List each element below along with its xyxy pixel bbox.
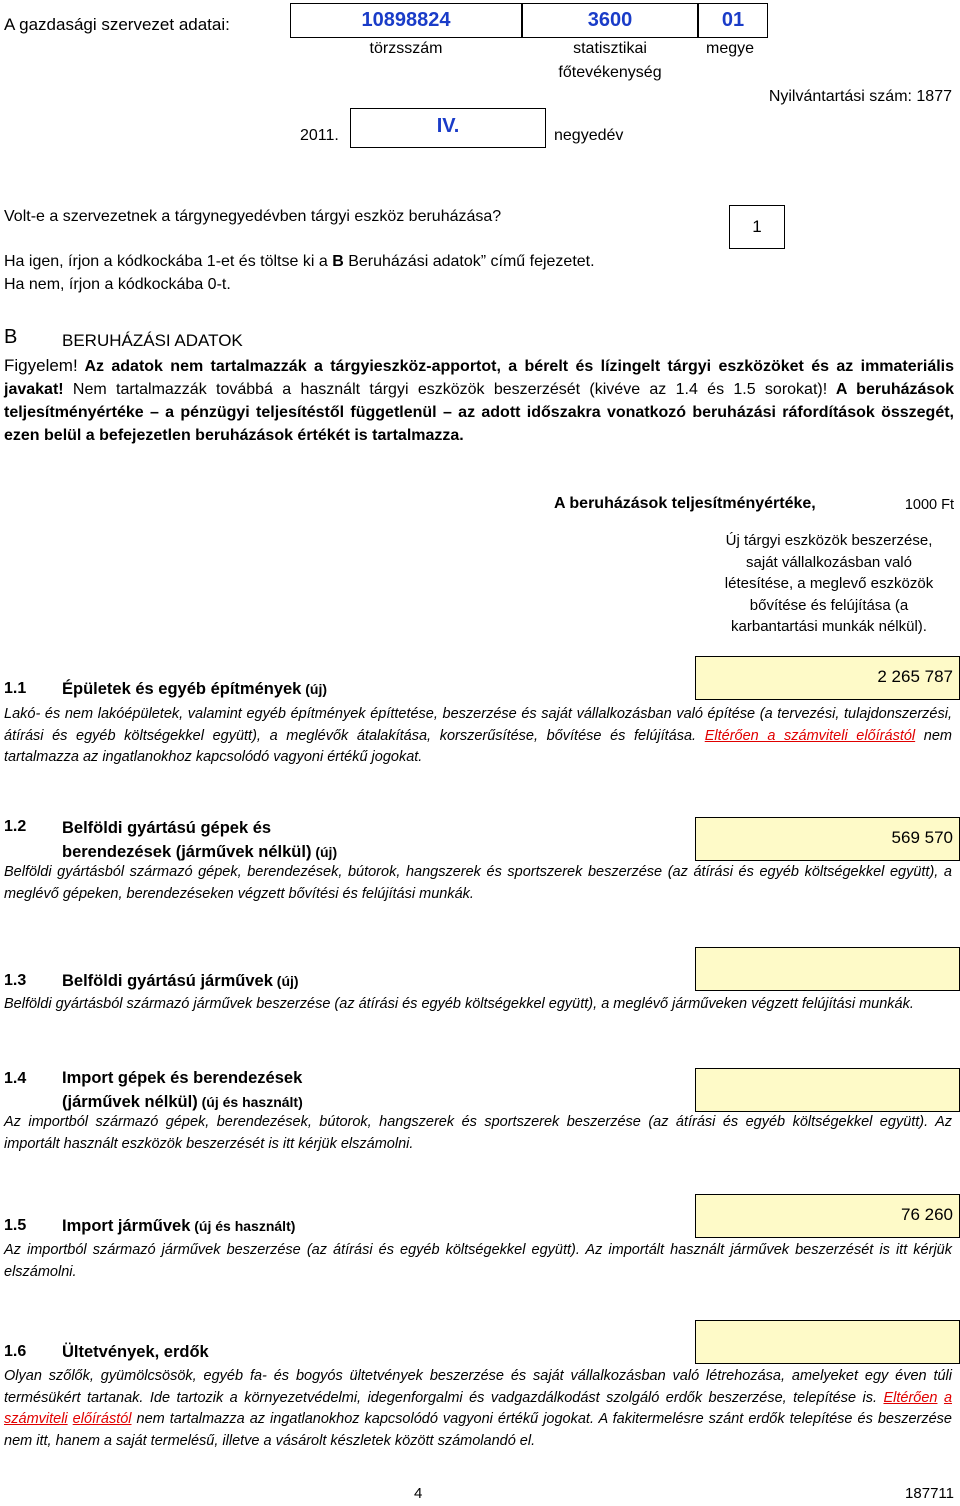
section-letter: B xyxy=(4,326,18,348)
row-1-1-num: 1.1 xyxy=(4,680,27,697)
row-1-3-description: Belföldi gyártásból származó járművek beszerzése (az átírási és egyéb költségekkel együtt), a meglévő járműveken végzett felújítási munkák. xyxy=(4,996,914,1012)
row-1-6-description: Olyan szőlők, gyümölcsösök, egyéb fa- és bogyós ültetvények beszerzése és saját vállalkozásban való létrehozása, amelyeket egy éven túli termésükért tartanak. Ide tartozik a környezetvédelmi, idegenforgalmi és vadgazdálkodást szolgáló erdők beszerzése, telepítése is. Eltérően a számviteli előírástól nem tartalmazza az ingatlanokhoz kapcsolódó vagyoni értékű jogokat. A fakitermelésre szánt erdők telepítése és beszerzése nem itt, hanem a saját termelésű, illetve a vásárolt készletek között számolandó el. xyxy=(4,1368,953,1449)
row-1-5-title: Import járművek (új és használt) xyxy=(62,1217,296,1235)
year-label: 2011. xyxy=(300,127,339,144)
megye-field[interactable]: 01 xyxy=(698,3,768,38)
question-line-1: Volt-e a szervezetnek a tárgynegyedévben tárgyi eszköz beruházása? xyxy=(4,208,502,225)
fotevekenyseg-field[interactable]: 3600 xyxy=(522,3,698,38)
row-1-2-title: Belföldi gyártású gépek és berendezések (járművek nélkül) (új) xyxy=(62,819,338,861)
row-1-6-num: 1.6 xyxy=(4,1343,27,1360)
fotevekenyseg-caption-2: főtevékenység xyxy=(558,64,662,81)
question-line-2: Ha igen, írjon a kódkockába 1-et és töltse ki a B Beruházási adatok” című fejezetet. xyxy=(4,253,595,270)
row-1-4-value[interactable] xyxy=(695,1068,960,1112)
row-1-6-value[interactable] xyxy=(695,1320,960,1364)
section-title: BERUHÁZÁSI ADATOK xyxy=(62,331,243,350)
value-header-unit: 1000 Ft xyxy=(904,497,954,513)
torzsszam-caption: törzsszám xyxy=(369,40,443,57)
row-1-2-description: Belföldi gyártásból származó gépek, berendezések, bútorok, hangszerek és sportszerek beszerzése (az átírási és egyéb költségekkel együtt), a meglévő gépeken, berendezéseken végzett bővítési és felújítási munkák. xyxy=(4,864,952,902)
quarter-label: negyedév xyxy=(554,127,624,144)
row-1-3-value[interactable] xyxy=(695,947,960,991)
row-1-3-title: Belföldi gyártású járművek (új) xyxy=(62,972,299,990)
row-1-2-value[interactable]: 569 570 xyxy=(695,817,960,861)
row-1-3-num: 1.3 xyxy=(4,972,27,989)
row-1-5-num: 1.5 xyxy=(4,1217,27,1234)
row-1-1-description: Lakó- és nem lakóépületek, valamint egyéb építmények építtetése, beszerzése és saját vállalkozásban való építése (a tervezési, tulajdonszerzési, átírási és egyéb költségekkel együtt), a meglévők átalakítása, korszerűsítése, bővítése és felújítása. Eltérően a számviteli előírástól nem tartalmazza az ingatlanokhoz kapcsolódó vagyoni értékű jogokat. xyxy=(4,706,952,765)
value-column-header: Új tárgyi eszközök beszerzése, saját vállalkozásban való létesítése, a meglevő eszközök bővítése és felújítása (a karbantartási munkák nélkül). xyxy=(724,532,934,635)
warning-paragraph: Figyelem! Az adatok nem tartalmazzák a tárgyieszköz-apportot, a bérelt és lízingelt tárgyi eszközöket és az immateriális javakat! Nem tartalmazzák továbbá a használt tárgyi eszközök beszerzését (kivéve az 1.4 és 1.5 sorokat)! A beruházások teljesítményértéke – a pénzügyi teljesítéstől függetlenül – az adott időszakra vonatkozó beruházási ráfordítások összegét, ezen belül a befejezetlen beruházások értékét is tartalmazza. xyxy=(4,356,954,444)
investment-answer-box[interactable]: 1 xyxy=(729,205,785,249)
value-header-title: A beruházások teljesítményértéke, xyxy=(554,495,816,512)
row-1-6-title: Ültetvények, erdők xyxy=(62,1343,209,1361)
org-label: A gazdasági szervezet adatai: xyxy=(4,15,230,34)
row-1-1-value[interactable]: 2 265 787 xyxy=(695,656,960,700)
page-number: 4 xyxy=(414,1485,423,1502)
row-1-5-description: Az importból származó járművek beszerzése (az átírási és egyéb költségekkel együtt). Az importált használt járművek beszerzését is itt kérjük elszámolni. xyxy=(4,1242,952,1280)
row-1-5-value[interactable]: 76 260 xyxy=(695,1194,960,1238)
torzsszam-field[interactable]: 10898824 xyxy=(290,3,522,38)
row-1-4-title: Import gépek és berendezések (járművek nélkül) (új és használt) xyxy=(62,1069,303,1111)
row-1-4-num: 1.4 xyxy=(4,1070,27,1087)
row-1-4-description: Az importból származó gépek, berendezések, bútorok, hangszerek és sportszerek beszerzése (az átírási és egyéb költségekkel együtt). Az importált használt eszközök beszerzését is itt kérjük elszámolni. xyxy=(4,1114,952,1152)
quarter-field[interactable]: IV. xyxy=(350,108,546,148)
fotevekenyseg-caption-1: statisztikai xyxy=(573,40,647,57)
megye-caption: megye xyxy=(705,40,755,57)
form-code: 187711 xyxy=(905,1485,954,1502)
row-1-1-title: Épületek és egyéb építmények (új) xyxy=(62,680,328,698)
registration-number: Nyilvántartási szám: 1877 xyxy=(768,88,952,105)
row-1-2-num: 1.2 xyxy=(4,818,27,835)
question-line-3: Ha nem, írjon a kódkockába 0-t. xyxy=(4,276,231,293)
